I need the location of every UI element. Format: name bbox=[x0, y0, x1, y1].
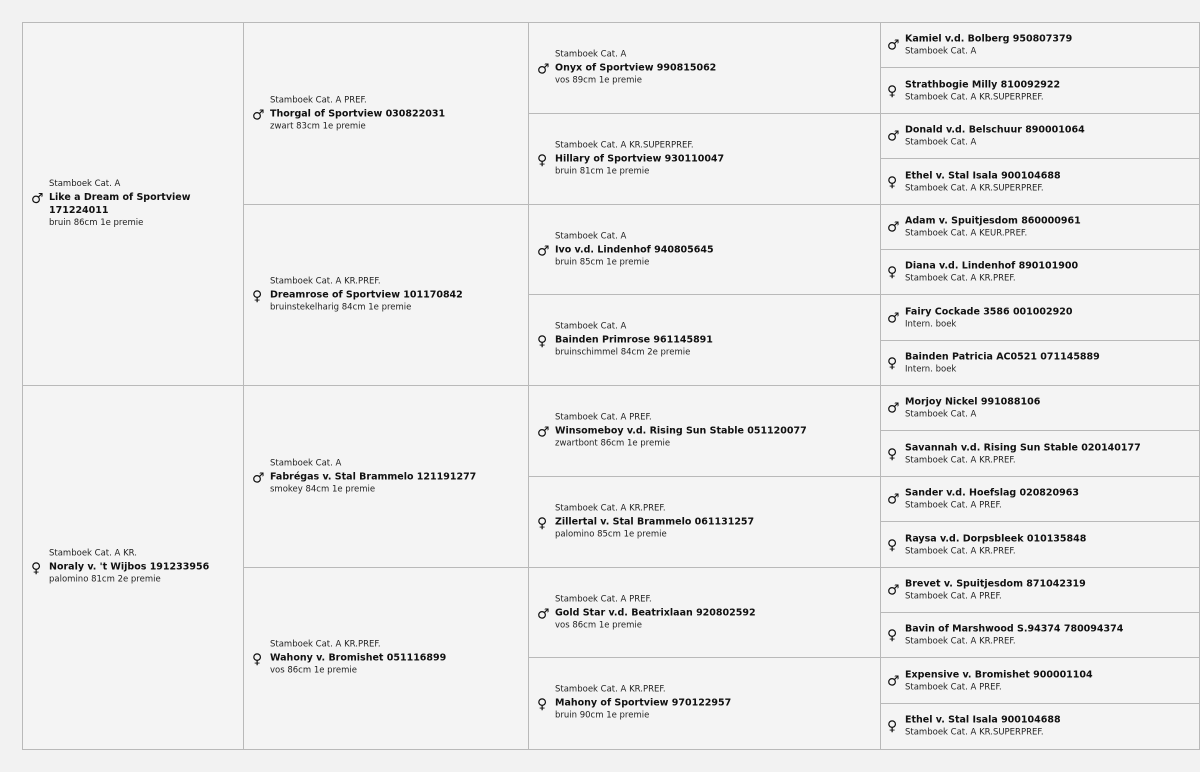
registry-label: Stamboek Cat. A KR.SUPERPREF. bbox=[905, 183, 1044, 194]
pedigree-cell-gen1 bbox=[22, 22, 245, 387]
registry-label: Stamboek Cat. A KR. bbox=[49, 548, 137, 559]
registry-label: Stamboek Cat. A PREF. bbox=[905, 591, 1002, 602]
pedigree-cell-gen3 bbox=[528, 567, 882, 659]
male-symbol-icon: ♂ bbox=[887, 582, 900, 599]
pedigree-cell-gen3 bbox=[528, 22, 882, 114]
horse-name: Morjoy Nickel 991088106 bbox=[905, 396, 1041, 408]
female-symbol-icon: ♀ bbox=[537, 515, 548, 532]
male-symbol-icon: ♂ bbox=[537, 243, 550, 260]
registry-label: Stamboek Cat. A bbox=[49, 179, 121, 190]
horse-details: bruin 90cm 1e premie bbox=[555, 710, 650, 721]
pedigree-cell-gen4 bbox=[880, 158, 1200, 205]
pedigree-entry bbox=[881, 78, 1199, 103]
horse-name: Noraly v. 't Wijbos 191233956 bbox=[49, 561, 210, 573]
pedigree-cell-gen4 bbox=[880, 340, 1200, 387]
female-symbol-icon: ♀ bbox=[887, 627, 898, 644]
pedigree-cell-gen3 bbox=[528, 657, 882, 749]
registry-label: Stamboek Cat. A bbox=[555, 321, 627, 332]
horse-name: Winsomeboy v.d. Rising Sun Stable 051120077 bbox=[555, 425, 807, 437]
horse-name: Wahony v. Bromishet 051116899 bbox=[270, 652, 447, 664]
horse-name: Bainden Patricia AC0521 071145889 bbox=[905, 351, 1100, 363]
pedigree-entry bbox=[881, 668, 1199, 693]
horse-name: Donald v.d. Belschuur 890001064 bbox=[905, 124, 1085, 136]
horse-details: palomino 85cm 1e premie bbox=[555, 529, 667, 540]
registry-label: Stamboek Cat. A KR.PREF. bbox=[905, 455, 1016, 466]
pedigree-cell-gen4 bbox=[880, 249, 1200, 296]
horse-name: Ethel v. Stal Isala 900104688 bbox=[905, 714, 1061, 726]
pedigree-cell-gen4 bbox=[880, 657, 1200, 704]
horse-details: bruinschimmel 84cm 2e premie bbox=[555, 347, 691, 358]
pedigree-cell-gen4 bbox=[880, 612, 1200, 659]
registry-label: Stamboek Cat. A bbox=[905, 409, 977, 420]
pedigree-entry bbox=[529, 322, 881, 359]
female-symbol-icon: ♀ bbox=[887, 537, 898, 554]
pedigree-entry bbox=[244, 640, 529, 677]
pedigree-entry bbox=[529, 50, 881, 87]
pedigree-cell-gen3 bbox=[528, 476, 882, 568]
registry-label: Stamboek Cat. A KR.SUPERPREF. bbox=[905, 92, 1044, 103]
pedigree-cell-gen4 bbox=[880, 476, 1200, 523]
horse-name: Ethel v. Stal Isala 900104688 bbox=[905, 170, 1061, 182]
male-symbol-icon: ♂ bbox=[252, 470, 265, 486]
pedigree-cell-gen4 bbox=[880, 113, 1200, 160]
pedigree-entry bbox=[244, 95, 529, 132]
registry-label: Stamboek Cat. A PREF. bbox=[905, 682, 1002, 693]
female-symbol-icon: ♀ bbox=[887, 355, 898, 372]
registry-label: Stamboek Cat. A KEUR.PREF. bbox=[905, 228, 1028, 239]
horse-name: Gold Star v.d. Beatrixlaan 920802592 bbox=[555, 607, 756, 619]
registry-label: Stamboek Cat. A bbox=[270, 458, 342, 468]
pedigree-cell-gen4 bbox=[880, 567, 1200, 614]
registry-label: Stamboek Cat. A KR.SUPERPREF. bbox=[905, 727, 1044, 738]
male-symbol-icon: ♂ bbox=[887, 400, 900, 417]
horse-name: Thorgal of Sportview 030822031 bbox=[270, 108, 446, 119]
pedigree-entry bbox=[881, 714, 1199, 739]
pedigree-cell-gen4 bbox=[880, 430, 1200, 477]
registry-label: Stamboek Cat. A KR.PREF. bbox=[905, 546, 1016, 557]
horse-name: Fairy Cockade 3586 001002920 bbox=[905, 306, 1073, 318]
horse-details: smokey 84cm 1e premie bbox=[270, 484, 376, 494]
pedigree-cell-gen3 bbox=[528, 385, 882, 477]
male-symbol-icon: ♂ bbox=[887, 673, 900, 690]
female-symbol-icon: ♀ bbox=[537, 152, 548, 169]
female-symbol-icon: ♀ bbox=[887, 83, 898, 100]
registry-label: Stamboek Cat. A PREF. bbox=[270, 95, 367, 105]
registry-label: Stamboek Cat. A PREF. bbox=[905, 500, 1002, 511]
pedigree-cell-gen4 bbox=[880, 67, 1200, 114]
female-symbol-icon: ♀ bbox=[887, 174, 898, 191]
pedigree-entry bbox=[529, 231, 881, 268]
pedigree-entry bbox=[529, 594, 881, 631]
female-symbol-icon: ♀ bbox=[252, 288, 263, 305]
male-symbol-icon: ♂ bbox=[537, 61, 550, 78]
registry-label: Stamboek Cat. A bbox=[555, 49, 627, 60]
pedigree-entry bbox=[23, 179, 244, 229]
male-symbol-icon: ♂ bbox=[537, 424, 550, 441]
horse-name: Savannah v.d. Rising Sun Stable 020140177 bbox=[905, 442, 1141, 454]
registry-label: Stamboek Cat. A bbox=[555, 231, 627, 242]
horse-details: zwartbont 86cm 1e premie bbox=[555, 438, 671, 449]
female-symbol-icon: ♀ bbox=[887, 264, 898, 281]
horse-name: Fabrégas v. Stal Brammelo 121191277 bbox=[270, 471, 477, 482]
pedigree-entry bbox=[529, 503, 881, 540]
pedigree-cell-gen2 bbox=[243, 22, 530, 205]
pedigree-cell-gen4 bbox=[880, 204, 1200, 251]
horse-name: Bainden Primrose 961145891 bbox=[555, 334, 713, 346]
registry-label: Intern. boek bbox=[905, 364, 957, 375]
male-symbol-icon: ♂ bbox=[887, 219, 900, 236]
horse-details: vos 89cm 1e premie bbox=[555, 75, 642, 86]
male-symbol-icon: ♂ bbox=[887, 491, 900, 508]
male-symbol-icon: ♂ bbox=[537, 606, 550, 623]
pedigree-cell-gen2 bbox=[243, 385, 530, 568]
horse-details: bruin 86cm 1e premie bbox=[49, 218, 144, 229]
horse-name: Strathbogie Milly 810092922 bbox=[905, 79, 1061, 91]
horse-name: Expensive v. Bromishet 900001104 bbox=[905, 669, 1093, 681]
horse-name: Ivo v.d. Lindenhof 940805645 bbox=[555, 244, 714, 256]
horse-name: Brevet v. Spuitjesdom 871042319 bbox=[905, 578, 1086, 590]
pedigree-entry bbox=[881, 396, 1199, 421]
pedigree-entry bbox=[881, 33, 1199, 58]
pedigree-cell-gen3 bbox=[528, 294, 882, 386]
pedigree-entry bbox=[881, 487, 1199, 512]
horse-name: Bavin of Marshwood S.94374 780094374 bbox=[905, 623, 1124, 635]
horse-name: Diana v.d. Lindenhof 890101900 bbox=[905, 260, 1079, 272]
registry-label: Stamboek Cat. A KR.PREF. bbox=[270, 276, 381, 287]
pedigree-entry bbox=[244, 458, 529, 495]
registry-label: Stamboek Cat. A bbox=[905, 46, 977, 57]
pedigree-entry bbox=[881, 305, 1199, 330]
pedigree-entry bbox=[244, 277, 529, 314]
horse-details: palomino 81cm 2e premie bbox=[49, 574, 161, 585]
pedigree-cell-gen2 bbox=[243, 204, 530, 387]
female-symbol-icon: ♀ bbox=[537, 696, 548, 713]
pedigree-cell-gen4 bbox=[880, 521, 1200, 568]
horse-name: Dreamrose of Sportview 101170842 bbox=[270, 289, 463, 301]
horse-details: bruinstekelharig 84cm 1e premie bbox=[270, 302, 412, 313]
male-symbol-icon: ♂ bbox=[887, 37, 900, 54]
female-symbol-icon: ♀ bbox=[31, 560, 42, 577]
horse-name: Sander v.d. Hoefslag 020820963 bbox=[905, 487, 1079, 499]
registry-label: Stamboek Cat. A PREF. bbox=[555, 412, 652, 423]
pedigree-entry bbox=[881, 577, 1199, 602]
horse-details: bruin 81cm 1e premie bbox=[555, 166, 650, 177]
pedigree-cell-gen4 bbox=[880, 703, 1200, 750]
registry-label: Stamboek Cat. A KR.PREF. bbox=[905, 636, 1016, 647]
pedigree-entry bbox=[23, 549, 244, 586]
pedigree-entry bbox=[881, 124, 1199, 149]
female-symbol-icon: ♀ bbox=[887, 446, 898, 463]
registry-label: Stamboek Cat. A KR.PREF. bbox=[905, 273, 1016, 284]
pedigree-entry bbox=[881, 214, 1199, 239]
horse-name: Adam v. Spuitjesdom 860000961 bbox=[905, 215, 1081, 227]
registry-label: Stamboek Cat. A bbox=[905, 137, 977, 148]
registry-label: Stamboek Cat. A PREF. bbox=[555, 594, 652, 605]
horse-name: Onyx of Sportview 990815062 bbox=[555, 62, 717, 74]
male-symbol-icon: ♂ bbox=[887, 128, 900, 145]
horse-details: vos 86cm 1e premie bbox=[555, 620, 642, 631]
horse-name: Hillary of Sportview 930110047 bbox=[555, 153, 725, 165]
pedigree-entry bbox=[881, 623, 1199, 648]
pedigree-cell-gen1 bbox=[22, 385, 245, 750]
horse-name: Zillertal v. Stal Brammelo 061131257 bbox=[555, 516, 755, 528]
registry-label: Stamboek Cat. A KR.PREF. bbox=[555, 503, 666, 514]
registry-label: Stamboek Cat. A KR.PREF. bbox=[270, 639, 381, 650]
horse-details: zwart 83cm 1e premie bbox=[270, 121, 366, 131]
pedigree-cell-gen2 bbox=[243, 567, 530, 750]
registry-label: Stamboek Cat. A KR.SUPERPREF. bbox=[555, 140, 694, 151]
female-symbol-icon: ♀ bbox=[887, 718, 898, 735]
horse-name: Mahony of Sportview 970122957 bbox=[555, 697, 732, 709]
pedigree-cell-gen4 bbox=[880, 385, 1200, 432]
horse-details: vos 86cm 1e premie bbox=[270, 665, 357, 676]
pedigree-cell-gen3 bbox=[528, 113, 882, 205]
pedigree-entry bbox=[881, 441, 1199, 466]
pedigree-entry bbox=[881, 169, 1199, 194]
horse-details: bruin 85cm 1e premie bbox=[555, 257, 650, 268]
pedigree-entry bbox=[529, 413, 881, 450]
pedigree-entry bbox=[881, 532, 1199, 557]
pedigree-cell-gen3 bbox=[528, 204, 882, 296]
male-symbol-icon: ♂ bbox=[31, 191, 44, 208]
horse-name: Kamiel v.d. Bolberg 950807379 bbox=[905, 33, 1073, 45]
pedigree-cell-gen4 bbox=[880, 22, 1200, 69]
female-symbol-icon: ♀ bbox=[537, 333, 548, 350]
male-symbol-icon: ♂ bbox=[887, 310, 900, 327]
pedigree-entry bbox=[881, 260, 1199, 285]
pedigree-entry bbox=[881, 351, 1199, 376]
horse-name: Raysa v.d. Dorpsbleek 010135848 bbox=[905, 533, 1087, 545]
female-symbol-icon: ♀ bbox=[252, 651, 263, 668]
male-symbol-icon: ♂ bbox=[252, 107, 265, 123]
pedigree-cell-gen4 bbox=[880, 294, 1200, 341]
pedigree-entry bbox=[529, 685, 881, 722]
pedigree-entry bbox=[529, 140, 881, 177]
horse-name: Like a Dream of Sportview 171224011 bbox=[49, 192, 191, 217]
registry-label: Stamboek Cat. A KR.PREF. bbox=[555, 684, 666, 695]
registry-label: Intern. boek bbox=[905, 319, 957, 330]
